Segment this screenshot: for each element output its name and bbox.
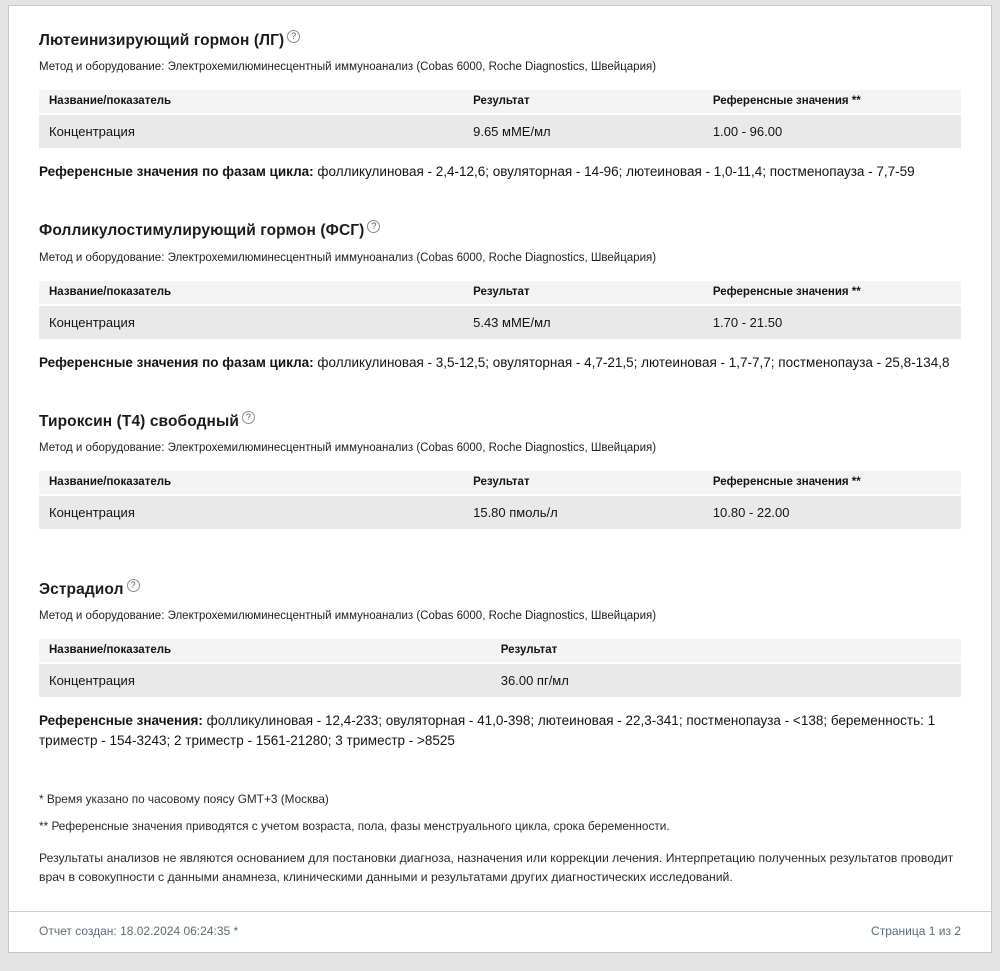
section-estradiol — [39, 579, 961, 752]
method-line: Метод и оборудование: Электрохемилюминесцентный иммуноанализ (Cobas 6000, Roche Diagnostics, Швейцария) — [39, 441, 657, 454]
col-header-name: Название/показатель — [39, 471, 463, 494]
method-line: Метод и оборудование: Электрохемилюминесцентный иммуноанализ (Cobas 6000, Roche Diagnostics, Швейцария) — [39, 251, 657, 264]
table-header-row — [39, 281, 961, 304]
reference-text: фолликулиновая - 3,5-12,5; овуляторная - 4,7-21,5; лютеиновая - 1,7-7,7; постменопауза - 25,8-134,8 — [317, 354, 950, 370]
reference-paragraph — [39, 162, 961, 182]
help-icon[interactable]: ? — [287, 30, 300, 43]
cell-reference: 1.00 - 96.00 — [703, 115, 961, 148]
note-timezone: * Время указано по часовому поясу GMT+3 (Москва) — [39, 791, 329, 806]
cell-reference: 1.70 - 21.50 — [703, 306, 961, 339]
col-header-name: Название/показатель — [39, 90, 463, 113]
section-fsh — [39, 220, 961, 372]
section-lh — [39, 30, 961, 182]
method-line: Метод и оборудование: Электрохемилюминесцентный иммуноанализ (Cobas 6000, Roche Diagnostics, Швейцария) — [39, 61, 657, 74]
table-row — [39, 664, 961, 697]
results-table — [39, 88, 961, 150]
col-header-reference: Референсные значения ** — [703, 90, 961, 113]
help-icon[interactable]: ? — [367, 220, 380, 233]
col-header-result: Результат — [463, 90, 703, 113]
col-header-result: Результат — [463, 471, 703, 494]
col-header-result: Результат — [491, 639, 961, 662]
help-icon[interactable]: ? — [242, 411, 255, 424]
cell-indicator: Концентрация — [39, 306, 463, 339]
col-header-result: Результат — [463, 281, 703, 304]
section-title-text: Лютеинизирующий гормон (ЛГ) — [39, 32, 285, 50]
report-created-timestamp: Отчет создан: 18.02.2024 06:24:35 * — [39, 924, 239, 938]
results-table — [39, 637, 961, 699]
note-disclaimer: Результаты анализов не являются основанием для постановки диагноза, назначения или коррекции лечения. Интерпретацию полученных результатов проводит врач в совокупности с данными анамнеза, клиническими данными и результатами других диагностических исследований. — [39, 851, 954, 885]
report-content — [9, 6, 991, 911]
note-reference-values: ** Референсные значения приводятся с учетом возраста, пола, фазы менструального цикла, срока беременности. — [39, 818, 670, 833]
cell-indicator: Концентрация — [39, 496, 463, 529]
cell-indicator: Концентрация — [39, 115, 463, 148]
reference-label: Референсные значения: — [39, 713, 203, 729]
section-title-text: Тироксин (Т4) свободный — [39, 412, 239, 430]
cell-reference: 10.80 - 22.00 — [703, 496, 961, 529]
cell-result: 5.43 мМЕ/мл — [463, 306, 703, 339]
reference-text: фолликулиновая - 12,4-233; овуляторная - 41,0-398; лютеиновая - 22,3-341; постменопауза - <138; беременность: 1 триместр - 154-3243; 2 триместр - 1561-21280; 3 триместр - >8525 — [39, 713, 936, 749]
method-line: Метод и оборудование: Электрохемилюминесцентный иммуноанализ (Cobas 6000, Roche Diagnostics, Швейцария) — [39, 610, 657, 623]
footnotes — [39, 790, 961, 887]
section-title — [39, 220, 961, 240]
results-table — [39, 279, 961, 341]
col-header-name: Название/показатель — [39, 639, 491, 662]
section-title — [39, 30, 961, 50]
cell-result: 36.00 пг/мл — [491, 664, 961, 697]
cell-indicator: Концентрация — [39, 664, 491, 697]
section-title — [39, 411, 961, 431]
section-t4 — [39, 411, 961, 531]
reference-paragraph — [39, 711, 961, 752]
col-header-reference: Референсные значения ** — [703, 281, 961, 304]
section-title-text: Эстрадиол — [39, 581, 124, 599]
table-header-row — [39, 471, 961, 494]
section-title-text: Фолликулостимулирующий гормон (ФСГ) — [39, 222, 365, 240]
table-row — [39, 496, 961, 529]
reference-label: Референсные значения по фазам цикла: — [39, 164, 314, 180]
section-title — [39, 579, 961, 599]
reference-paragraph — [39, 353, 961, 373]
report-footer — [9, 911, 991, 952]
page-indicator: Страница 1 из 2 — [871, 924, 961, 938]
reference-text: фолликулиновая - 2,4-12,6; овуляторная - 14-96; лютеиновая - 1,0-11,4; постменопауза - 7,7-59 — [317, 164, 915, 180]
cell-result: 9.65 мМЕ/мл — [463, 115, 703, 148]
table-row — [39, 306, 961, 339]
cell-result: 15.80 пмоль/л — [463, 496, 703, 529]
report-card — [8, 5, 992, 953]
table-row — [39, 115, 961, 148]
results-table — [39, 469, 961, 531]
table-header-row — [39, 90, 961, 113]
reference-label: Референсные значения по фазам цикла: — [39, 354, 314, 370]
col-header-reference: Референсные значения ** — [703, 471, 961, 494]
table-header-row — [39, 639, 961, 662]
col-header-name: Название/показатель — [39, 281, 463, 304]
help-icon[interactable]: ? — [127, 579, 140, 592]
